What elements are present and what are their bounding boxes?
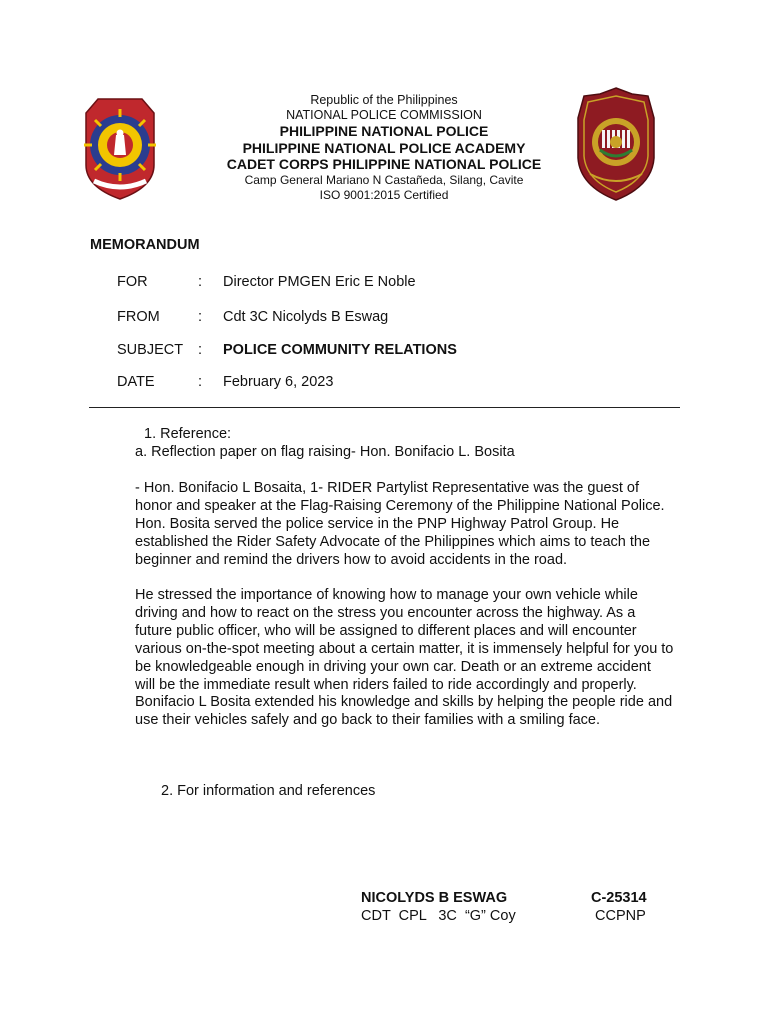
memo-field-from [117,309,617,327]
signatory-name: NICOLYDS B ESWAG [361,890,508,906]
field-label: FOR [117,274,148,290]
reference-heading: 1. Reference: [144,426,232,442]
field-value: Director PMGEN Eric E Noble [223,274,416,290]
letterhead-republic: Republic of the Philippines [310,93,458,107]
letterhead [184,93,584,203]
memo-title: MEMORANDUM [90,237,200,253]
field-colon: : [198,374,203,390]
field-label: SUBJECT [117,342,184,358]
field-colon: : [198,274,203,290]
body-paragraph-2: He stressed the importance of knowing how to manage your own vehicle while driving and how to react on the stress you encounter across the highway. As a future public officer, who will be assigned to different places and will encounter various on-the-spot meeting about a certain matter, it is immensely helpful for you to be knowledgeable enough in driving your own car. Death or an extreme accident will be the immediate result when riders failed to ride accordingly and properly. Bonifacio L Bosita extended his knowledge and skills by helping the people ride and use their vehicles safely and go back to their families with a smiling face. [135,587,674,729]
letterhead-address: Camp General Mariano N Castañeda, Silang, Cavite [244,172,524,187]
closing-line: 2. For information and references [161,783,376,799]
field-colon: : [198,309,203,325]
field-value: Cdt 3C Nicolyds B Eswag [223,309,389,325]
pnpa-cadet-corps-seal-icon [576,86,656,202]
reference-item: a. Reflection paper on flag raising- Hon. Bonifacio L. Bosita [135,444,515,460]
field-label: FROM [117,309,160,325]
letterhead-iso: ISO 9001:2015 Certified [319,187,449,202]
field-colon: : [198,342,203,358]
memo-field-date [117,374,617,392]
letterhead-cadet-corps: CADET CORPS PHILIPPINE NATIONAL POLICE [226,156,542,172]
memo-field-for [117,274,617,292]
letterhead-napolcom: NATIONAL POLICE COMMISSION [286,108,482,122]
signatory-unit: CCPNP [595,908,646,924]
field-label: DATE [117,374,155,390]
pnp-seal-icon [82,95,158,201]
field-value: February 6, 2023 [223,374,334,390]
header-divider [89,407,680,408]
body-paragraph-1: - Hon. Bonifacio L Bosaita, 1- RIDER Partylist Representative was the guest of honor and speaker at the Flag-Raising Ceremony of the Philippine National Police. Hon. Bosita served the police service in the PNP Highway Patrol Group. He established the Rider Safety Advocate of the Philippines which aims to teach the beginner and remind the drivers how to avoid accidents in the road. [135,480,665,568]
letterhead-pnpa: PHILIPPINE NATIONAL POLICE ACADEMY [242,139,526,156]
memo-field-subject [117,342,617,360]
signatory-serial: C-25314 [591,890,647,906]
field-value: POLICE COMMUNITY RELATIONS [223,342,457,358]
letterhead-pnp: PHILIPPINE NATIONAL POLICE [279,123,489,139]
signatory-rank: CDT CPL 3C “G” Coy [361,908,516,924]
